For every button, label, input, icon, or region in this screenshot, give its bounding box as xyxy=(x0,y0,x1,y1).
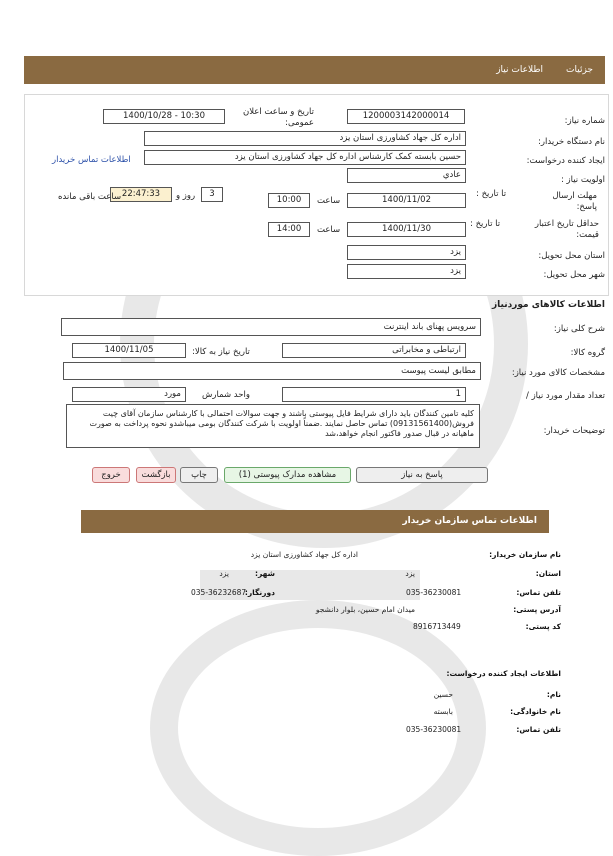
description-label: توضیحات خریدار: xyxy=(543,426,605,436)
province-label: استان محل تحویل: xyxy=(538,251,605,261)
creator-name-label: نام: xyxy=(546,690,561,699)
reply-button[interactable]: پاسخ به نیاز xyxy=(356,467,488,483)
buyer-field: اداره کل جهاد کشاورزی استان یزد xyxy=(144,131,466,146)
buyer-label: نام دستگاه خریدار: xyxy=(538,137,605,147)
qty-label: تعداد مقدار مورد نیاز / xyxy=(526,391,605,401)
attachments-button[interactable]: مشاهده مدارک پیوستی (1) xyxy=(224,467,351,483)
creator-phone-value: 035-36230081 xyxy=(406,725,462,734)
unit-field: مورد xyxy=(72,387,186,402)
creator-info-title: اطلاعات ایجاد کننده درخواست: xyxy=(446,669,561,678)
description-field: کلیه تامین کنندگان باید دارای شرایط فایل پیوستی باشند و جهت سوالات احتمالی با کارشناس سازمان آقای چیت فروش(09131561400) تماس حاصل نمایند .ضمناً اولویت با شرکت کنندگان بومی میباشدو نحوه پرداخت به صورت ماهیانه در قبال صدور فاکتور انجام خواهد،شد xyxy=(66,404,480,448)
validity-hour-label: ساعت xyxy=(317,225,341,235)
need-date-label: تاریخ نیاز به کالا: xyxy=(192,347,250,357)
creator-field: حسین بابسته کمک کارشناس اداره کل جهاد کشاورزی استان یزد xyxy=(144,150,466,165)
days-field: 3 xyxy=(201,187,223,202)
qty-field: 1 xyxy=(282,387,466,402)
validity-time-field: 14:00 xyxy=(268,222,310,237)
creator-phone-label: تلفن تماس: xyxy=(516,725,561,734)
days-label: روز و xyxy=(176,191,196,201)
contact-fax-label: دورنگار: xyxy=(244,588,275,597)
announce-label: تاریخ و ساعت اعلان عمومی: xyxy=(242,107,314,128)
contact-org-value: اداره کل جهاد کشاورزی استان یزد xyxy=(250,550,358,559)
province-field: یزد xyxy=(347,245,466,260)
announce-field: 1400/10/28 - 10:30 xyxy=(103,109,225,124)
priority-label: اولویت نیاز : xyxy=(560,175,605,185)
breadcrumb-details[interactable]: جزئیات xyxy=(566,65,593,75)
group-label: گروه کالا: xyxy=(570,348,605,358)
group-field: ارتباطی و مخابراتی xyxy=(282,343,466,358)
remaining-time-field: 22:47:33 xyxy=(110,187,172,202)
top-bar xyxy=(24,56,605,84)
need-number-field: 1200003142000014 xyxy=(347,109,465,124)
creator-family-value: بابسته xyxy=(433,707,453,716)
contact-address-value: میدان امام حسین، بلوار دانشجو xyxy=(315,605,415,614)
contact-postal-label: کد پستی: xyxy=(525,622,561,631)
tab-need-info[interactable]: اطلاعات نیاز xyxy=(496,65,543,75)
contact-city-label: شهر: xyxy=(255,569,275,578)
buyer-contact-link[interactable]: اطلاعات تماس خریدار xyxy=(52,155,131,165)
spec-label: مشخصات کالای مورد نیاز: xyxy=(511,368,605,378)
deadline-label: مهلت ارسال پاسخ: xyxy=(552,191,597,212)
contact-phone-label: تلفن تماس: xyxy=(516,588,561,597)
contact-org-label: نام سازمان خریدار: xyxy=(489,550,561,559)
deadline-time-field: 10:00 xyxy=(268,193,310,208)
creator-name-value: حسین xyxy=(433,690,453,699)
unit-label: واحد شمارش xyxy=(202,390,250,400)
creator-label: ایجاد کننده درخواست: xyxy=(526,156,605,166)
city-label: شهر محل تحویل: xyxy=(543,270,605,280)
summary-label: شرح کلی نیاز: xyxy=(553,324,605,334)
deadline-date-field: 1400/11/02 xyxy=(347,193,466,208)
need-date-field: 1400/11/05 xyxy=(72,343,186,358)
contact-fax-value: 035-36232687 xyxy=(191,588,247,597)
contact-city-value: یزد xyxy=(219,569,229,578)
contact-address-label: آدرس پستی: xyxy=(513,605,561,614)
back-button[interactable]: بازگشت xyxy=(136,467,176,483)
remaining-label: ساعت باقی مانده xyxy=(58,192,122,202)
goods-section-title: اطلاعات کالاهای موردنیاز xyxy=(491,300,605,310)
need-number-label: شماره نیاز: xyxy=(564,116,605,126)
priority-field: عادي xyxy=(347,168,466,183)
deadline-until-label: تا تاریخ : xyxy=(476,189,507,199)
contact-postal-value: 8916713449 xyxy=(413,622,461,631)
city-field: یزد xyxy=(347,264,466,279)
validity-label: حداقل تاریخ اعتبار قیمت: xyxy=(534,219,599,240)
contact-phone-value: 035-36230081 xyxy=(406,588,462,597)
contact-section-header xyxy=(81,510,549,533)
deadline-hour-label: ساعت xyxy=(317,196,341,206)
print-button[interactable]: چاپ xyxy=(180,467,218,483)
exit-button[interactable]: خروج xyxy=(92,467,130,483)
contact-section-title: اطلاعات تماس سازمان خریدار xyxy=(402,516,537,526)
validity-date-field: 1400/11/30 xyxy=(347,222,466,237)
spec-field: مطابق لیست پیوست xyxy=(63,362,481,380)
validity-until-label: تا تاریخ : xyxy=(470,219,501,229)
contact-province-label: استان: xyxy=(535,569,561,578)
summary-field: سرویس پهنای باند اینترنت xyxy=(61,318,481,336)
creator-family-label: نام خانوادگی: xyxy=(510,707,561,716)
contact-province-value: یزد xyxy=(405,569,415,578)
